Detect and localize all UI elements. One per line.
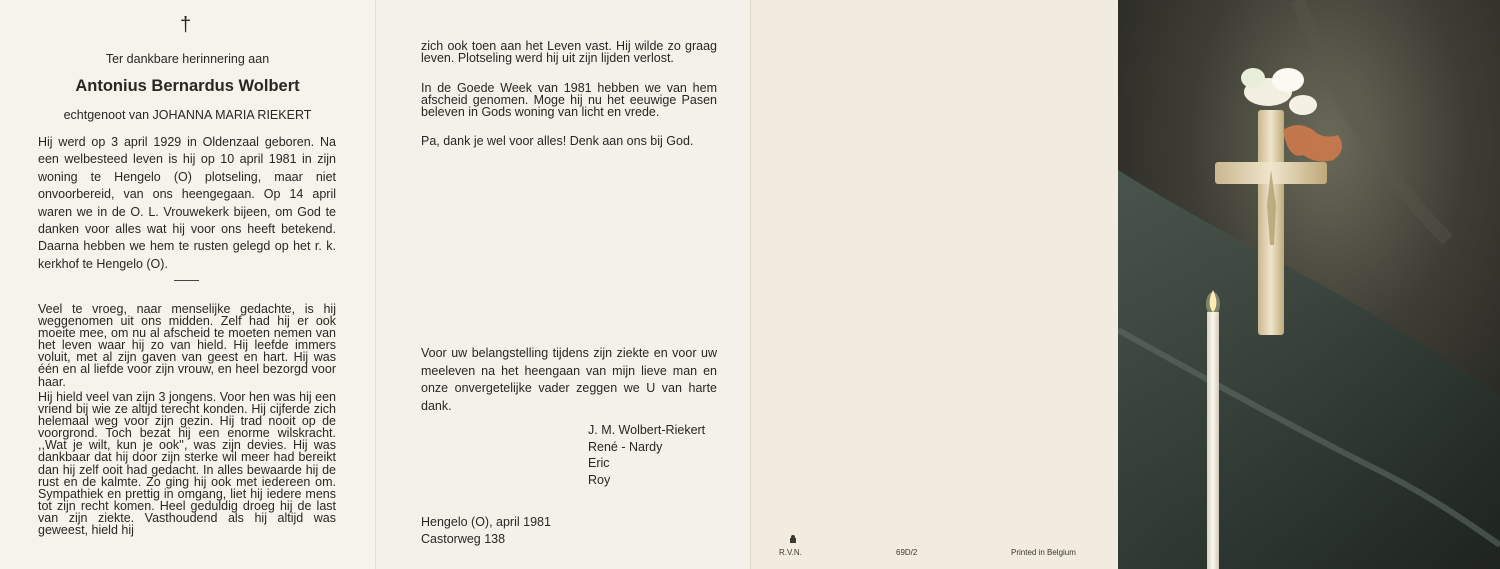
- continuation-paragraph-1: zich ook toen aan het Leven vast. Hij wilde zo graag leven. Plotseling werd hij uit zijn lijden verlost.: [421, 39, 717, 66]
- print-code: 69D/2: [896, 548, 918, 557]
- photo-panel: [1118, 0, 1500, 569]
- publisher-name: R.V.N.: [779, 548, 802, 557]
- panel-back-blank: [750, 0, 1119, 569]
- candle-icon: [1206, 290, 1220, 569]
- printed-in: Printed in Belgium: [1011, 548, 1076, 557]
- place-date: Hengelo (O), april 1981: [421, 515, 551, 529]
- continuation-paragraph-3: Pa, dank je wel voor alles! Denk aan ons bij God.: [421, 134, 694, 148]
- place-and-address: [421, 514, 551, 548]
- intro-line: Ter dankbare herinnering aan: [105, 52, 270, 66]
- signature-line: Roy: [588, 472, 611, 487]
- signature-list: [588, 422, 705, 488]
- continuation-paragraph-2: In de Goede Week van 1981 hebben we van hem afscheid genomen. Moge hij nu het eeuwige Pasen beleven in Gods woning van licht en vrede.: [421, 81, 717, 120]
- memorial-paragraph-1: Veel te vroeg, naar menselijke gedachte, is hij weggenomen uit ons midden. Zelf had hij er ook moeite mee, om nu al afscheid te moeten nemen van het leven waar hij zo van hield. Hij leefde immers voluit, met al zijn gaven van geest en hart. Hij was één en al liefde voor zijn vrouw, en heel bezorgd voor haar.: [38, 302, 336, 389]
- address: Castorweg 138: [421, 532, 506, 546]
- signature-line: René - Nardy: [588, 439, 663, 454]
- signature-line: Eric: [588, 456, 610, 470]
- panel-continuation: [375, 0, 751, 569]
- signature-line: J. M. Wolbert-Riekert: [588, 423, 706, 437]
- divider: [174, 280, 199, 281]
- biography-paragraph: Hij werd op 3 april 1929 in Oldenzaal geboren. Na een welbesteed leven is hij op 10 april 1981 in zijn woning te Hengelo (O) plotseling, maar niet onvoorbereid, van ons heengegaan. Op 14 april waren we in de O. L. Vrouwekerk bijeen, om God te danken voor alles wat hij voor ons heeft betekend. Daarna hebben we hem te rusten gelegd op het r. k. kerkhof te Hengelo (O).: [38, 135, 336, 271]
- thanks-paragraph: Voor uw belangstelling tijdens zijn ziekte en voor uw meeleven na het heengaan van mijn lieve man en onze onvergetelijke vader zeggen we U van harte dank.: [421, 346, 717, 413]
- dagger-cross-icon: †: [180, 14, 192, 36]
- publisher-logo-icon: [788, 534, 798, 544]
- memorial-paragraph-2: Hij hield veel van zijn 3 jongens. Voor hen was hij een vriend bij wie ze altijd terecht konden. Hij cijferde zich helemaal weg voor zijn gezin. Hij trad nooit op de voorgrond. Toch bezat hij een enorme wilskracht. ,,Wat je wilt, kun je ook'', was zijn devies. Hij was dankbaar dat hij door zijn sterke wil meer had bereikt dan hij zelf ooit had gedacht. In alles bewaarde hij de rust en de kalmte. Zo ging hij ook met iedereen om. Sympathiek en prettig in omgang, liet hij iedere mens tot zijn recht komen. Heel geduldig droeg hij de last van zijn ziekte. Vasthoudend als hij altijd was geweest, hield hij: [38, 390, 336, 538]
- panel-obituary: [0, 0, 375, 569]
- crucifix-candle-photo: [1118, 0, 1500, 569]
- deceased-name: Antonius Bernardus Wolbert: [75, 77, 300, 95]
- spouse-line: echtgenoot van JOHANNA MARIA RIEKERT: [63, 108, 312, 122]
